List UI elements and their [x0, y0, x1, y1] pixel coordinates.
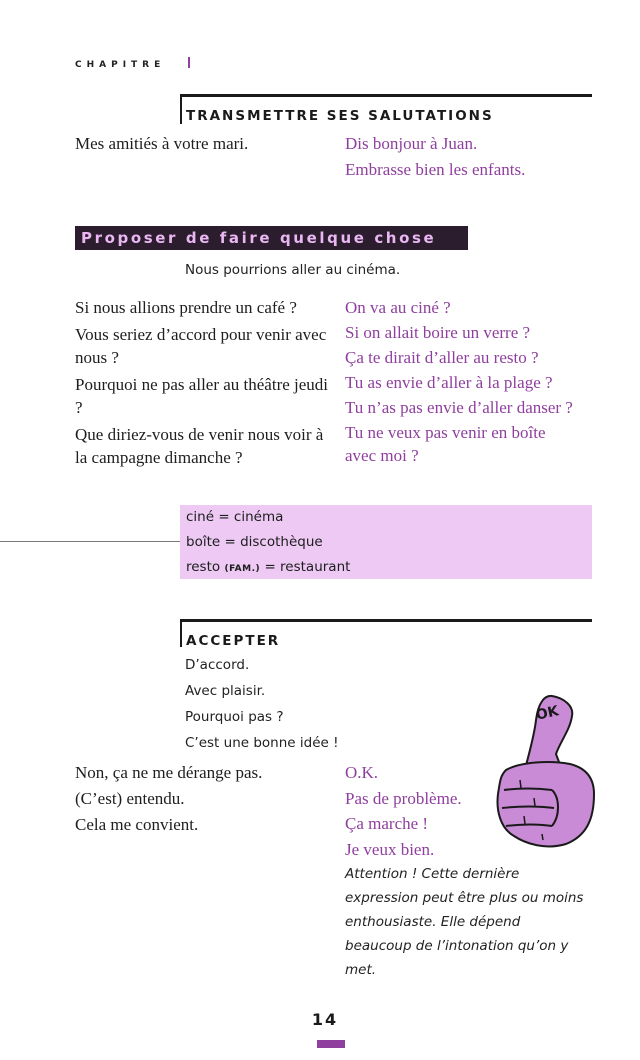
proposer-banner-title: Proposer de faire quelque chose — [81, 229, 437, 247]
list-item: Que diriez-vous de venir nous voir à la campagne dimanche ? — [75, 425, 324, 467]
list-item: D’accord. — [185, 657, 250, 673]
proposer-neutral: Nous pourrions aller au cinéma. — [185, 262, 401, 278]
list-item: Pourquoi ne pas aller au théâtre jeudi ? — [75, 375, 329, 417]
salutations-informal — [345, 132, 595, 181]
list-item: Tu ne veux pas venir en boîte avec moi ? — [345, 423, 546, 465]
list-item: Vous seriez d’accord pour venir avec nous ? — [75, 325, 327, 367]
usage-note: Attention ! Cette dernière expression peut être plus ou moins enthousiaste. Elle dépend beaucoup de l’intonation qu’on y met. — [345, 866, 584, 978]
formal-phrase: Mes amitiés à votre mari. — [75, 134, 249, 153]
accepter-neutral-list — [185, 652, 339, 756]
list-item: Tu n’as pas envie d’aller danser ? — [345, 398, 573, 417]
accepter-formal-list — [75, 760, 330, 838]
list-item: Pas de problème. — [345, 788, 462, 808]
section-tick — [180, 619, 182, 647]
informal-phrase: Dis bonjour à Juan. — [345, 134, 478, 153]
section-rule — [180, 94, 592, 97]
salutations-formal — [75, 132, 330, 155]
list-item: On va au ciné ? — [345, 298, 451, 317]
register-tag: (FAM.) — [224, 564, 261, 574]
accepter-heading: ACCEPTER — [186, 633, 281, 649]
chapter-label — [75, 60, 165, 70]
thumbs-up-icon — [490, 690, 600, 860]
vocab-definition: = restaurant — [264, 559, 351, 575]
chapter-word: CHAPITRE — [75, 60, 166, 70]
list-item: Tu as envie d’aller à la plage ? — [345, 373, 553, 392]
bubble-text: OK — [534, 703, 561, 724]
list-item: Pourquoi pas ? — [185, 709, 284, 725]
proposer-banner — [75, 226, 468, 250]
list-item: Non, ça ne me dérange pas. — [75, 763, 263, 782]
section-rule — [180, 619, 592, 622]
vocab-box — [180, 505, 592, 579]
list-item: Ça marche ! — [345, 814, 429, 833]
list-item: Si nous allions prendre un café ? — [75, 298, 297, 317]
list-item: Si on allait boire un verre ? — [345, 323, 531, 342]
chapter-number-bar — [188, 57, 190, 68]
vocab-divider — [0, 541, 180, 542]
salutations-heading: TRANSMETTRE SES SALUTATIONS — [186, 108, 494, 124]
section-tick — [180, 94, 182, 124]
list-item: Je veux bien. — [345, 839, 435, 859]
vocab-line: boîte = discothèque — [186, 534, 323, 550]
vocab-line: ciné = cinéma — [186, 509, 284, 525]
list-item: Ça te dirait d’aller au resto ? — [345, 348, 539, 367]
list-item: Cela me convient. — [75, 815, 199, 834]
list-item: O.K. — [345, 763, 379, 782]
list-item: (C’est) entendu. — [75, 789, 185, 808]
page-bar — [317, 1040, 345, 1048]
list-item: Avec plaisir. — [185, 683, 266, 699]
page-number: 14 — [311, 1010, 339, 1029]
accepter-informal-list — [345, 760, 505, 862]
proposer-informal-list — [345, 296, 600, 471]
proposer-formal-list — [75, 296, 335, 473]
informal-phrase: Embrasse bien les enfants. — [345, 160, 526, 179]
list-item: C’est une bonne idée ! — [185, 735, 339, 751]
vocab-word: resto — [186, 559, 221, 575]
vocab-line — [180, 555, 592, 582]
